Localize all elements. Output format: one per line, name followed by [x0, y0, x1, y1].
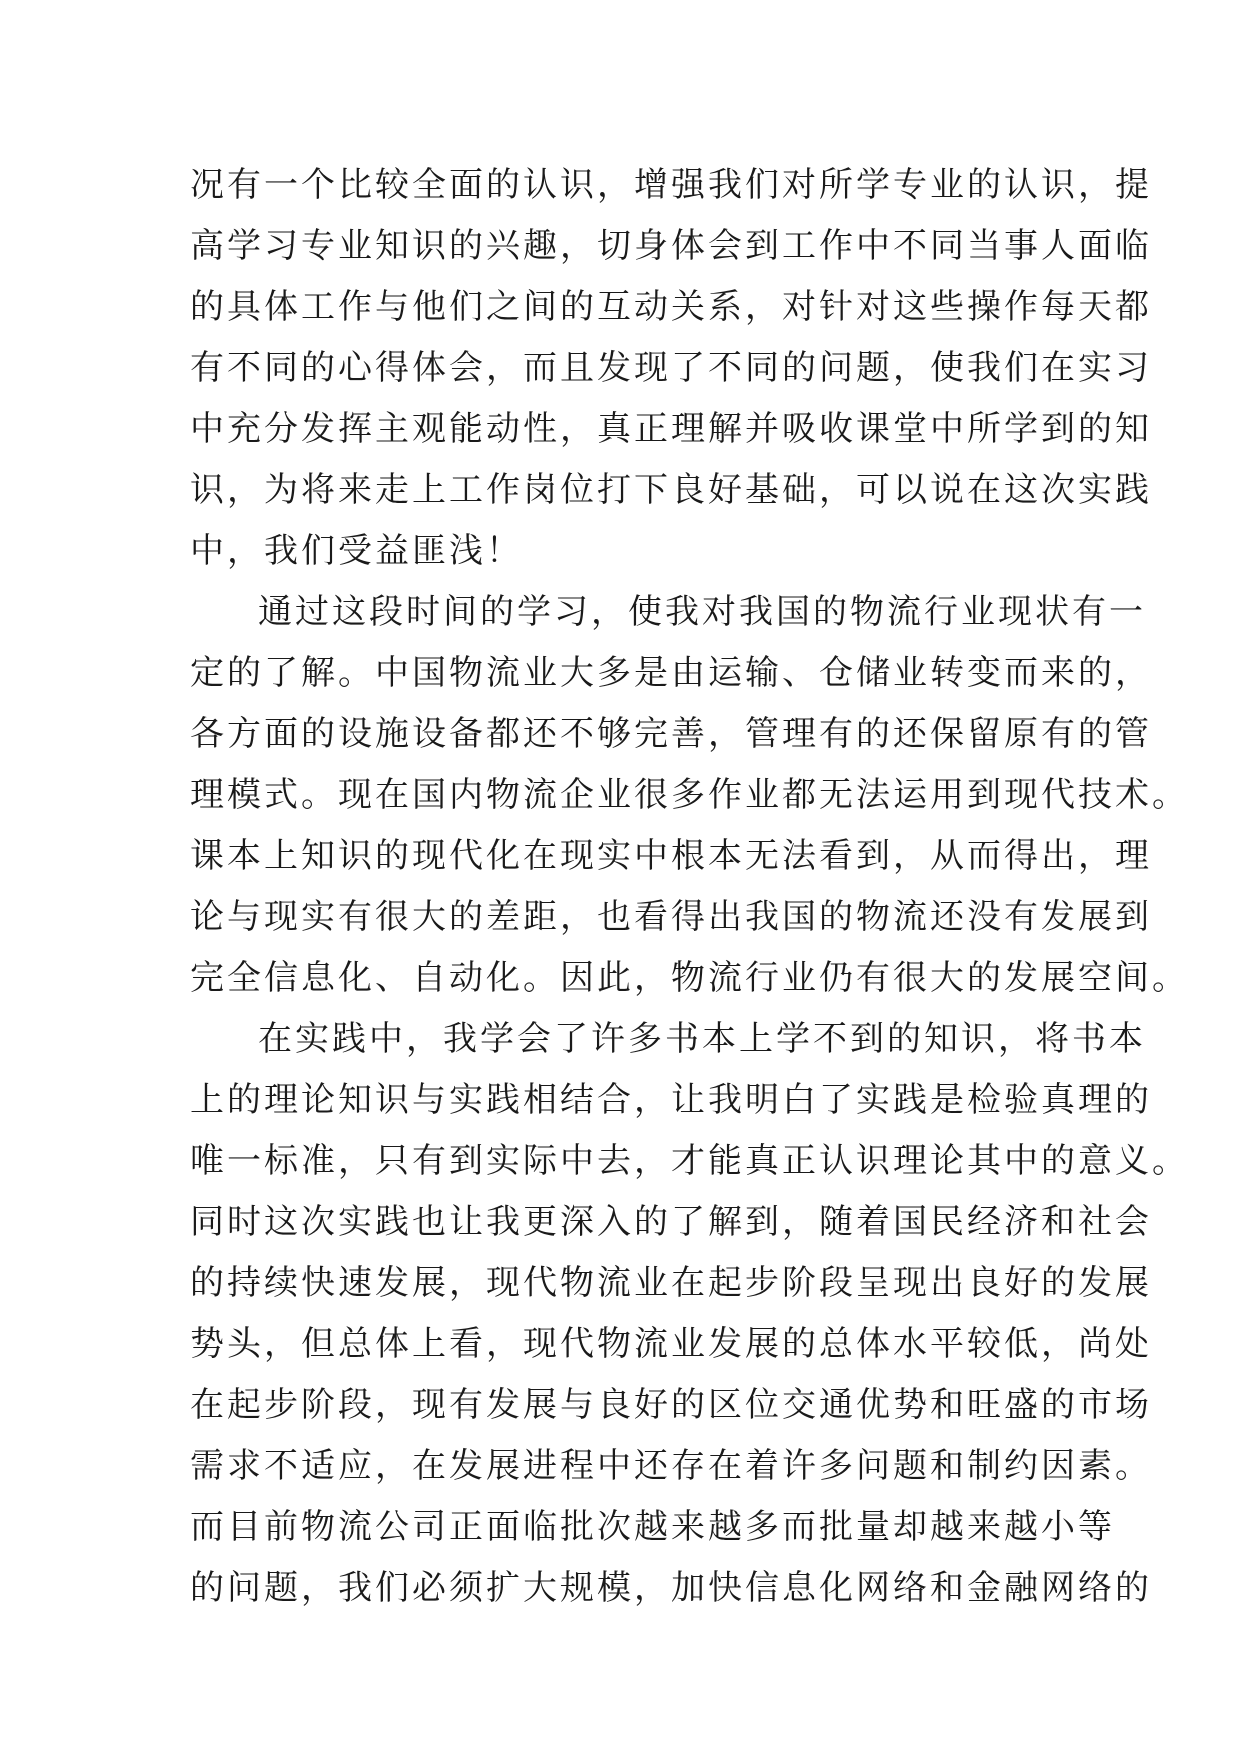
- text-line: 完全信息化、自动化。因此，物流行业仍有很大的发展空间。: [190, 958, 1189, 998]
- text-line: 而目前物流公司正面临批次越来越多而批量却越来越小等: [190, 1507, 1115, 1547]
- text-line: 识，为将来走上工作岗位打下良好基础，可以说在这次实践: [190, 470, 1152, 510]
- text-line: 高学习专业知识的兴趣，切身体会到工作中不同当事人面临: [190, 226, 1152, 266]
- text-line: 通过这段时间的学习，使我对我国的物流行业现状有一: [258, 592, 1146, 632]
- text-line: 需求不适应，在发展进程中还存在着许多问题和制约因素。: [190, 1446, 1152, 1486]
- text-line: 的问题，我们必须扩大规模，加快信息化网络和金融网络的: [190, 1568, 1152, 1608]
- text-line: 唯一标准，只有到实际中去，才能真正认识理论其中的意义。: [190, 1141, 1189, 1181]
- text-line: 同时这次实践也让我更深入的了解到，随着国民经济和社会: [190, 1202, 1152, 1242]
- text-line: 在起步阶段，现有发展与良好的区位交通优势和旺盛的市场: [190, 1385, 1152, 1425]
- text-line: 上的理论知识与实践相结合，让我明白了实践是检验真理的: [190, 1080, 1152, 1120]
- text-line: 定的了解。中国物流业大多是由运输、仓储业转变而来的，: [190, 653, 1152, 693]
- text-line: 势头，但总体上看，现代物流业发展的总体水平较低，尚处: [190, 1324, 1152, 1364]
- text-line: 的具体工作与他们之间的互动关系，对针对这些操作每天都: [190, 287, 1152, 327]
- text-line: 各方面的设施设备都还不够完善，管理有的还保留原有的管: [190, 714, 1152, 754]
- text-line: 中充分发挥主观能动性，真正理解并吸收课堂中所学到的知: [190, 409, 1152, 449]
- text-line: 况有一个比较全面的认识，增强我们对所学专业的认识，提: [190, 165, 1152, 205]
- text-line: 在实践中，我学会了许多书本上学不到的知识，将书本: [258, 1019, 1146, 1059]
- text-line: 论与现实有很大的差距，也看得出我国的物流还没有发展到: [190, 897, 1152, 937]
- text-line: 中，我们受益匪浅！: [190, 531, 523, 571]
- text-line: 有不同的心得体会，而且发现了不同的问题，使我们在实习: [190, 348, 1152, 388]
- body-text: [190, 155, 1189, 1619]
- text-line: 课本上知识的现代化在现实中根本无法看到，从而得出，理: [190, 836, 1152, 876]
- text-line: 理模式。现在国内物流企业很多作业都无法运用到现代技术。: [190, 775, 1189, 815]
- text-line: 的持续快速发展，现代物流业在起步阶段呈现出良好的发展: [190, 1263, 1152, 1303]
